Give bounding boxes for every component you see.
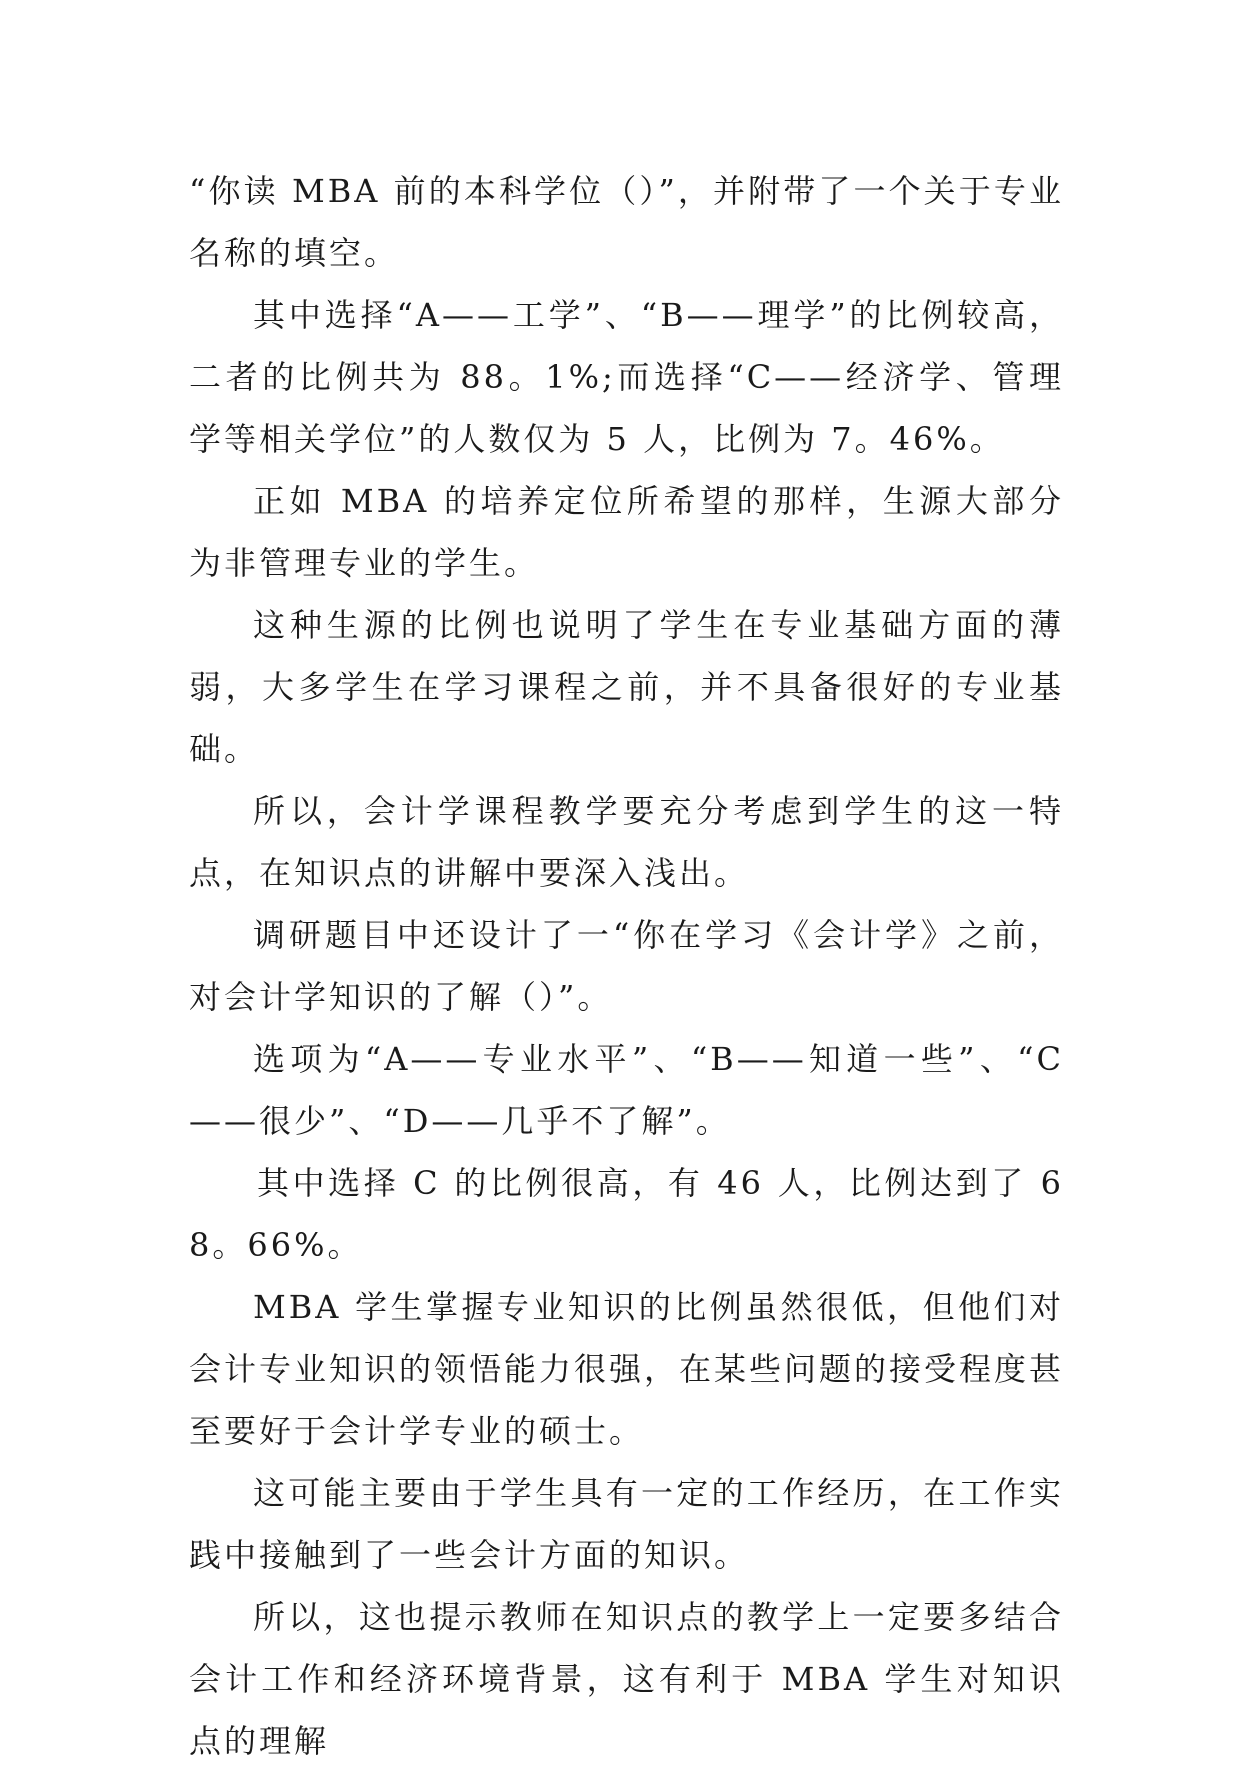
paragraph-10: 这可能主要由于学生具有一定的工作经历，在工作实践中接触到了一些会计方面的知识。 [189, 1474, 1064, 1574]
paragraph-1: “你读 MBA 前的本科学位（）”，并附带了一个关于专业名称的填空。 [189, 172, 1064, 272]
document-body [189, 160, 1064, 1772]
paragraph-11: 所以，这也提示教师在知识点的教学上一定要多结合会计工作和经济环境背景，这有利于 MBA 学生对知识点的理解 [189, 1598, 1064, 1760]
paragraph-2: 其中选择“A——工学”、“B——理学”的比例较高，二者的比例共为 88。1%;而选择“C——经济学、管理学等相关学位”的人数仅为 5 人，比例为 7。46%。 [189, 296, 1064, 458]
paragraph-7: 选项为“A——专业水平”、“B——知道一些”、“C——很少”、“D——几乎不了解”。 [189, 1040, 1064, 1140]
paragraph-4: 这种生源的比例也说明了学生在专业基础方面的薄弱，大多学生在学习课程之前，并不具备很好的专业基础。 [189, 606, 1064, 768]
paragraph-8: 其中选择 C 的比例很高，有 46 人，比例达到了 68。66%。 [189, 1164, 1064, 1264]
paragraph-5: 所以，会计学课程教学要充分考虑到学生的这一特点，在知识点的讲解中要深入浅出。 [189, 792, 1064, 892]
paragraph-9: MBA 学生掌握专业知识的比例虽然很低，但他们对会计专业知识的领悟能力很强，在某些问题的接受程度甚至要好于会计学专业的硕士。 [189, 1288, 1065, 1450]
paragraph-3: 正如 MBA 的培养定位所希望的那样，生源大部分为非管理专业的学生。 [189, 482, 1064, 582]
paragraph-6: 调研题目中还设计了一“你在学习《会计学》之前，对会计学知识的了解（）”。 [189, 916, 1064, 1016]
